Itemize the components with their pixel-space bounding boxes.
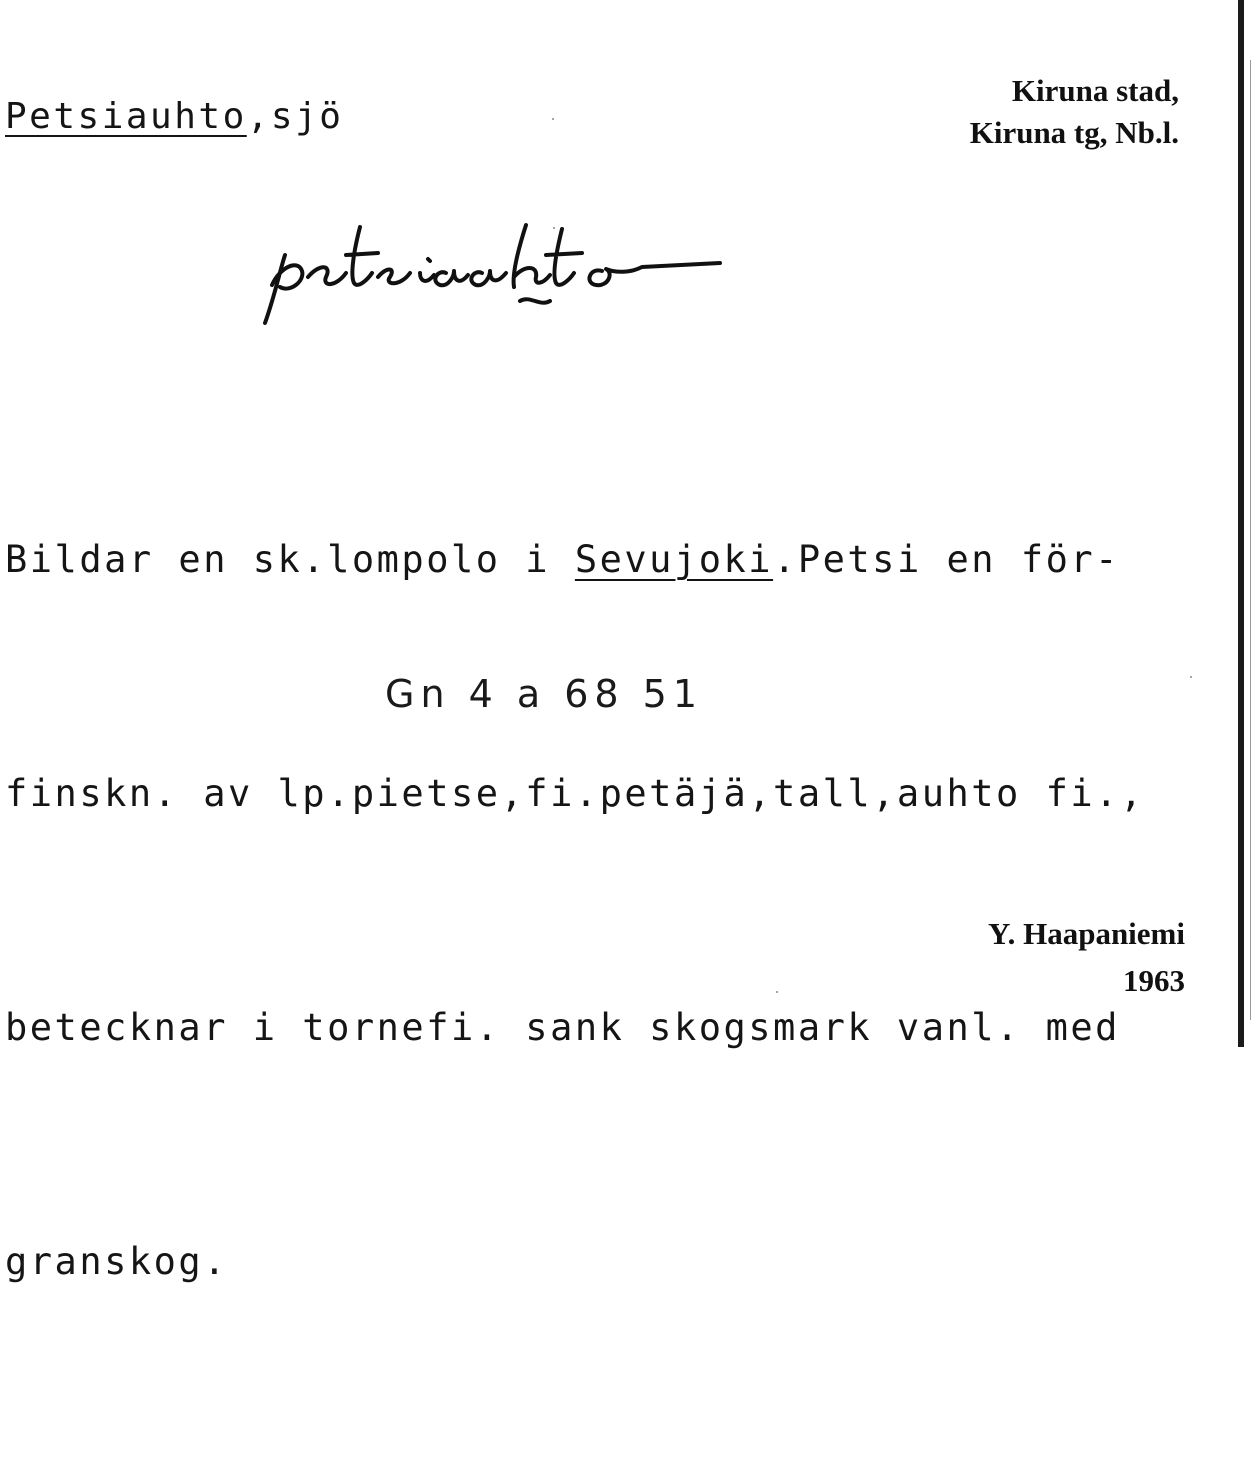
scan-speck [552,118,554,120]
author-name: Y. Haapaniemi [988,916,1185,951]
scan-speck [1190,676,1192,678]
body-line-2: finskn. av lp.pietse,fi.petäjä,tall,auhto fi., [5,772,1145,815]
location-line-2: Kiruna tg, Nb.l. [969,115,1179,150]
author-block [988,910,1185,1004]
body-line-1 [5,521,1145,599]
handwritten-pronunciation [250,215,740,335]
body-line-4: granskog. [5,1240,228,1283]
body-line-1-before: Bildar en sk.lompolo i [5,538,575,581]
location-line-1: Kiruna stad, [1011,73,1179,108]
reference-code: Gn 4 a 68 51 [385,672,704,716]
headword-suffix: ,sjö [246,96,344,137]
headword [5,96,343,137]
scan-speck [553,227,555,229]
headword-name: Petsiauhto [5,96,247,137]
body-line-1-after: .Petsi en för- [773,538,1120,581]
handwriting-stroke [265,225,720,323]
author-year: 1963 [1123,963,1185,998]
card-edge-shadow [1250,60,1251,1020]
body-line-1-underlined-place: Sevujoki [574,538,774,581]
handwriting-text: petsiauhto [250,215,255,216]
body-line-3: betecknar i tornefi. sank skogsmark vanl. med [5,1006,1120,1049]
card-body-text [5,365,1145,1457]
card-edge-border [1238,0,1244,1047]
scan-speck [776,991,778,993]
location-block [970,70,1179,154]
